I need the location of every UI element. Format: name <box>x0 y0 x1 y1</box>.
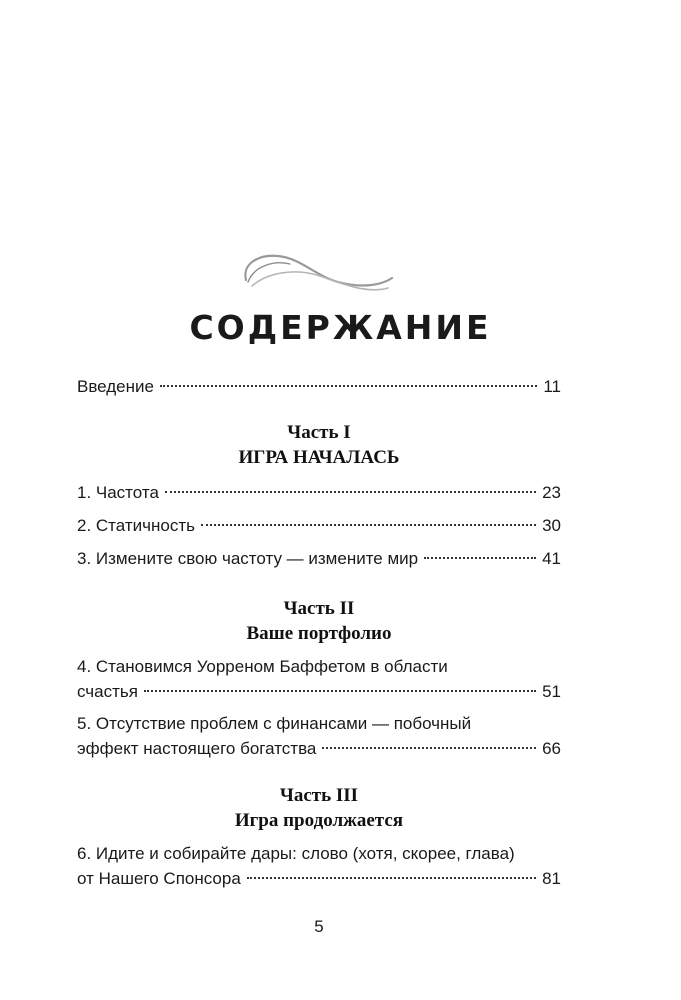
toc-entry-label-line2: счастья <box>77 682 138 701</box>
toc-entry-label-line1: 5. Отсутствие проблем с финансами — побочный <box>77 714 472 733</box>
part-2-label: Часть II <box>283 598 355 619</box>
dot-leader <box>144 690 536 692</box>
toc-entry-page: 23 <box>542 483 561 502</box>
part-1-title: ИГРА НАЧАЛАСЬ <box>238 447 400 468</box>
toc-entry-intro[interactable] <box>77 372 561 402</box>
toc-entry-5[interactable] <box>77 711 561 761</box>
part-2-title: Ваше портфолио <box>246 623 392 644</box>
toc-entry-3[interactable] <box>77 544 561 574</box>
toc-entry-page: 81 <box>542 869 561 888</box>
toc-entry-1[interactable] <box>77 478 561 508</box>
dot-leader <box>247 877 536 879</box>
swirl-ornament-icon <box>238 242 398 304</box>
dot-leader <box>322 747 536 749</box>
toc-entry-page: 11 <box>543 377 561 396</box>
toc-entry-label: 2. Статичность <box>77 516 195 535</box>
toc-entry-label: Введение <box>77 377 154 396</box>
toc-entry-label: 1. Частота <box>77 483 159 502</box>
toc-entry-6[interactable] <box>77 841 561 891</box>
toc-entry-4[interactable] <box>77 654 561 704</box>
table-of-contents <box>77 370 561 937</box>
part-1-label: Часть I <box>287 422 351 443</box>
page-number: 5 <box>314 917 324 936</box>
part-3-label: Часть III <box>279 785 359 806</box>
dot-leader <box>201 524 536 526</box>
toc-entry-label-line1: 4. Становимся Уорреном Баффетом в области <box>77 657 448 676</box>
toc-entry-page: 41 <box>542 549 561 568</box>
dot-leader <box>424 557 536 559</box>
toc-entry-label-line2: эффект настоящего богатства <box>77 739 317 758</box>
toc-entry-label: 3. Измените свою частоту — измените мир <box>77 549 419 568</box>
toc-entry-label-line2: от Нашего Спонсора <box>77 869 241 888</box>
toc-entry-2[interactable] <box>77 511 561 541</box>
toc-entry-page: 51 <box>542 682 561 701</box>
part-3-title: Игра продолжается <box>234 810 404 831</box>
dot-leader <box>165 491 536 493</box>
dot-leader <box>160 385 537 387</box>
toc-entry-page: 66 <box>542 739 561 758</box>
toc-entry-page: 30 <box>542 516 561 535</box>
toc-title: СОДЕРЖАНИЕ <box>189 308 492 347</box>
toc-entry-label-line1: 6. Идите и собирайте дары: слово (хотя, скорее, глава) <box>77 844 515 863</box>
